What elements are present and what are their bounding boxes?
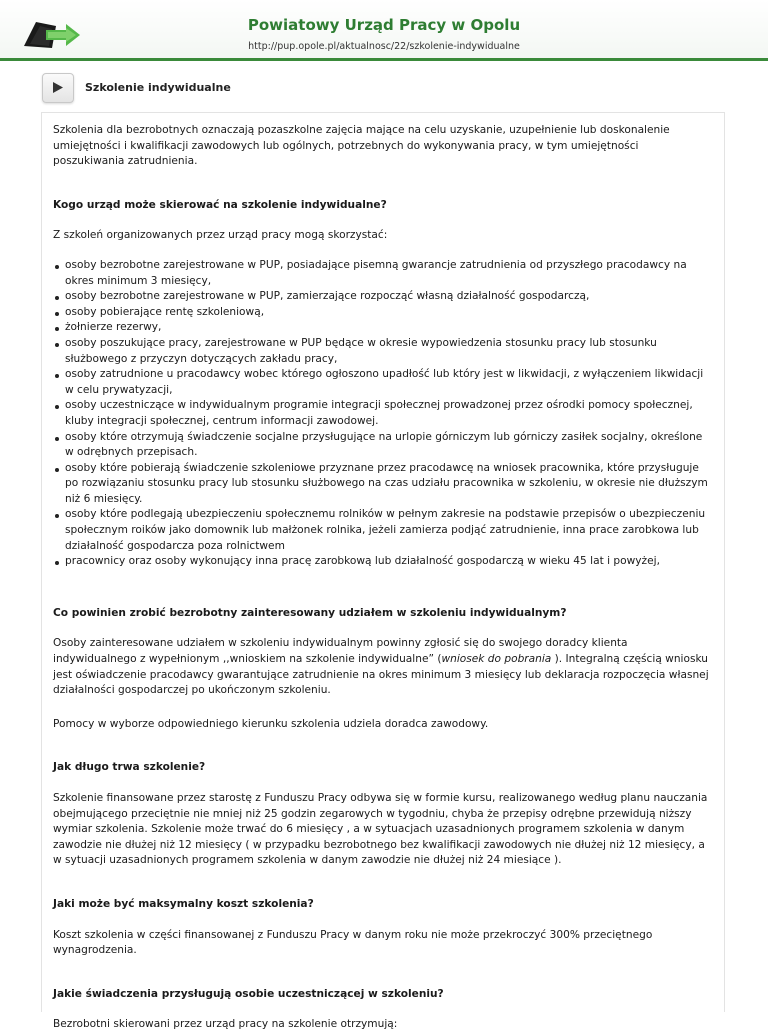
site-header (0, 0, 768, 60)
question-heading: Co powinien zrobić bezrobotny zainteresowany udziałem w szkoleniu indywidualnym? (53, 606, 567, 619)
list-item: osoby zatrudnione u pracodawcy wobec którego ogłoszono upadłość lub który jest w likwidacji, z wyłączeniem likwidacji w celu prywatyzacji, (65, 367, 713, 398)
section-title: Szkolenie indywidualne (85, 81, 231, 94)
question-heading: Jak długo trwa szkolenie? (53, 761, 206, 774)
list-item: osoby uczestniczące w indywidualnym programie integracji społecznej prowadzonej przez ośrodki pomocy społecznej, kluby integracji społecznej, centrum informacji zawodowej. (65, 398, 713, 429)
eligibility-list (53, 258, 713, 570)
text: Osoby zainteresowane udziałem w szkoleniu indywidualnym powinny zgłosić się do swojego doradcy klienta indywidualnego z wypełnionym ,,wnioskiem na szkolenie indywidualne” ( (53, 637, 628, 666)
site-title: Powiatowy Urząd Pracy w Opolu (247, 16, 521, 34)
question-heading: Jaki może być maksymalny koszt szkolenia? (53, 897, 314, 910)
list-item: pracownicy oraz osoby wykonujący inna pracę zarobkową lub działalność gospodarczą w wieku 45 lat i powyżej, (65, 554, 713, 570)
download-link[interactable]: wniosek do pobrania (441, 653, 552, 666)
question-heading: Jakie świadczenia przysługują osobie uczestniczącej w szkoleniu? (53, 987, 444, 1000)
paragraph: Szkolenie finansowane przez starostę z Funduszu Pracy odbywa się w formie kursu, realizowanego według planu nauczania obejmującego przeciętnie nie mniej niż 25 godzin zegarowych w tygodniu, chyba że przepisy odrębne przewidują niższy wymiar szkolenia. Szkolenie może trwać do 6 miesięcy , a w sytuacjach uzasadnionych programem szkolenia w danym zawodzie nie dłużej niż 12 miesięcy ( w przypadku bezrobotnego bez kwalifikacji zawodowych nie dłużej niż 12 miesięcy, a w sytuacji uzasadnionych programem szkolenia w danym zawodzie nie dłużej niż 24 miesiące ). (53, 792, 708, 867)
section-arrow-button[interactable] (42, 73, 74, 103)
list-item: osoby które pobierają świadczenie szkoleniowe przyznane przez pracodawcę na wniosek pracownika, które przysługuje po rozwiązaniu stosunku pracy lub stosunku służbowego na czas udziału pracownika w szkoleniu, w okresie nie dłuższym niż 6 miesięcy. (65, 461, 713, 508)
question-heading: Kogo urząd może skierować na szkolenie indywidualne? (53, 198, 387, 211)
list-item: osoby które podlegają ubezpieczeniu społecznemu rolników w pełnym zakresie na podstawie przepisów o ubezpieczeniu społecznym roików jako domownik lub małżonek rolnika, jeżeli zamierza podjąć zatrudnienie, inna prace zarobkowa lub działalność gospodarcza poza rolnictwem (65, 507, 713, 554)
list-item: żołnierze rezerwy, (65, 320, 713, 336)
paragraph: Koszt szkolenia w części finansowanej z Funduszu Pracy w danym roku nie może przekroczyć 300% przeciętnego wynagrodzenia. (53, 928, 653, 957)
play-arrow-icon (52, 81, 64, 94)
paragraph (53, 636, 713, 698)
header-divider (0, 58, 768, 61)
list-item: osoby bezrobotne zarejestrowane w PUP, zamierzające rozpocząć własną działalność gospodarczą, (65, 289, 713, 305)
list-item: osoby poszukujące pracy, zarejestrowane w PUP będące w okresie wypowiedzenia stosunku pracy lub stosunku służbowego z przyczyn dotyczących zakładu pracy, (65, 336, 713, 367)
article-content (41, 112, 725, 1031)
paragraph: Z szkoleń organizowanych przez urząd pracy mogą skorzystać: (53, 229, 388, 242)
page-url: http://pup.opole.pl/aktualnosc/22/szkolenie-indywidualne (248, 41, 520, 52)
list-item: osoby które otrzymują świadczenie socjalne przysługujące na urlopie górniczym lub górniczy zasiłek socjalny, określone w odrębnych przepisach. (65, 430, 713, 461)
list-item: osoby bezrobotne zarejestrowane w PUP, posiadające pisemną gwarancje zatrudnienia od przyszłego pracodawcy na okres minimum 3 miesięcy, (65, 258, 713, 289)
intro-paragraph: Szkolenia dla bezrobotnych oznaczają pozaszkolne zajęcia mające na celu uzyskanie, uzupełnienie lub doskonalenie umiejętności i kwalifikacji zawodowych lub ogólnych, potrzebnych do wykonywania pracy, w tym umiejętności poszukiwania zatrudnienia. (53, 124, 670, 168)
list-item: osoby pobierające rentę szkoleniową, (65, 305, 713, 321)
text: ). Integralną częścią wniosku jest oświadczenie pracodawcy gwarantujące zatrudnienie na okres minimum 3 miesięcy lub deklaracja rozpoczęcia własnej działalności gospodarczej po ukończonym szkoleniu. (53, 653, 709, 697)
paragraph: Pomocy w wyborze odpowiedniego kierunku szkolenia udziela doradca zawodowy. (53, 717, 489, 730)
paragraph: Bezrobotni skierowani przez urząd pracy na szkolenie otrzymują: (53, 1018, 398, 1031)
